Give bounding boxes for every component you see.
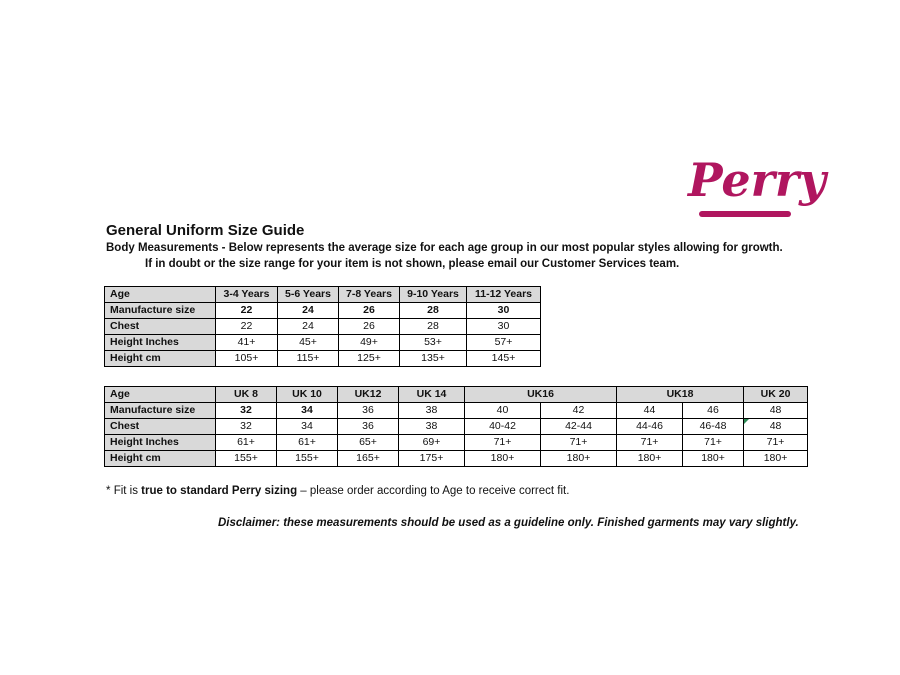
row-label: Chest (105, 419, 216, 435)
table-cell: 34 (277, 403, 338, 419)
footnote-prefix: Fit is (113, 485, 142, 497)
table-cell: 180+ (683, 451, 744, 467)
subtitle-line-2: If in doubt or the size range for your item is not shown, please email our Customer Services team. (145, 258, 680, 270)
table-cell: 40 (465, 403, 541, 419)
table-cell: 38 (399, 419, 465, 435)
table-cell: 180+ (541, 451, 617, 467)
footnote-bold: true to standard Perry sizing (141, 485, 298, 497)
table-cell: 71+ (744, 435, 808, 451)
row-label: Height cm (105, 451, 216, 467)
table-cell: 165+ (338, 451, 399, 467)
header-cell: Age (105, 387, 216, 403)
table-cell: 180+ (617, 451, 683, 467)
table-cell: 71+ (541, 435, 617, 451)
table-cell: 22 (216, 319, 278, 335)
table-cell: 53+ (400, 335, 467, 351)
table-header-row (105, 287, 541, 303)
row-label: Height cm (105, 351, 216, 367)
header-cell: Age (105, 287, 216, 303)
table-cell: 28 (400, 319, 467, 335)
table-cell: 24 (278, 319, 339, 335)
header-cell: UK 20 (744, 387, 808, 403)
table-cell: 30 (467, 319, 541, 335)
table-cell: 42-44 (541, 419, 617, 435)
footnote-bullet: * (106, 485, 111, 497)
table-cell: 155+ (216, 451, 277, 467)
header-cell: UK 14 (399, 387, 465, 403)
header-cell: UK12 (338, 387, 399, 403)
disclaimer: Disclaimer: these measurements should be used as a guideline only. Finished garments may vary slightly. (218, 517, 799, 529)
row-label: Height Inches (105, 335, 216, 351)
table-cell: 48 (744, 419, 808, 435)
children-size-table (104, 286, 541, 367)
header-cell: UK16 (465, 387, 617, 403)
table-cell: 41+ (216, 335, 278, 351)
table-row (105, 319, 541, 335)
page-title: General Uniform Size Guide (106, 222, 305, 239)
fit-footnote (106, 485, 569, 497)
table-cell: 44-46 (617, 419, 683, 435)
adult-size-table (104, 386, 808, 467)
table-cell: 46 (683, 403, 744, 419)
table-row (105, 419, 808, 435)
table-cell: 135+ (400, 351, 467, 367)
header-cell: 11-12 Years (467, 287, 541, 303)
table-cell: 40-42 (465, 419, 541, 435)
header-cell: UK 10 (277, 387, 338, 403)
table-header-row (105, 387, 808, 403)
table-cell: 44 (617, 403, 683, 419)
table-cell: 180+ (465, 451, 541, 467)
table-cell: 71+ (617, 435, 683, 451)
header-cell: UK 8 (216, 387, 277, 403)
header-cell: 7-8 Years (339, 287, 400, 303)
table-cell: 30 (467, 303, 541, 319)
table-cell: 61+ (216, 435, 277, 451)
table-cell: 175+ (399, 451, 465, 467)
perry-logo (684, 148, 826, 224)
perry-logo-text: Perry (688, 153, 826, 207)
table-cell: 32 (216, 419, 277, 435)
table-cell: 42 (541, 403, 617, 419)
table-cell: 22 (216, 303, 278, 319)
table-cell: 32 (216, 403, 277, 419)
table-cell: 57+ (467, 335, 541, 351)
table-cell: 65+ (338, 435, 399, 451)
table-row (105, 435, 808, 451)
table-cell: 36 (338, 419, 399, 435)
table-cell: 46-48 (683, 419, 744, 435)
header-cell: 5-6 Years (278, 287, 339, 303)
table-cell: 38 (399, 403, 465, 419)
table-row (105, 303, 541, 319)
table-cell: 34 (277, 419, 338, 435)
table-cell: 105+ (216, 351, 278, 367)
table-cell: 26 (339, 303, 400, 319)
table-cell: 24 (278, 303, 339, 319)
footnote-suffix: – please order according to Age to receive correct fit. (297, 485, 570, 497)
table-row (105, 451, 808, 467)
table-cell: 125+ (339, 351, 400, 367)
table-cell: 49+ (339, 335, 400, 351)
table-cell: 71+ (465, 435, 541, 451)
table-cell: 155+ (277, 451, 338, 467)
header-cell: UK18 (617, 387, 744, 403)
row-label: Chest (105, 319, 216, 335)
table-cell: 71+ (683, 435, 744, 451)
table-cell: 36 (338, 403, 399, 419)
table-row (105, 351, 541, 367)
header-cell: 9-10 Years (400, 287, 467, 303)
subtitle-line-1: Body Measurements - Below represents the average size for each age group in our most popular styles allowing for growth. (106, 242, 783, 254)
header-cell: 3-4 Years (216, 287, 278, 303)
table-row (105, 335, 541, 351)
table-row (105, 403, 808, 419)
table-cell: 180+ (744, 451, 808, 467)
table-cell: 115+ (278, 351, 339, 367)
row-label: Manufacture size (105, 403, 216, 419)
table-cell: 61+ (277, 435, 338, 451)
table-cell: 45+ (278, 335, 339, 351)
table-cell: 69+ (399, 435, 465, 451)
table-cell: 48 (744, 403, 808, 419)
table-cell: 28 (400, 303, 467, 319)
row-label: Height Inches (105, 435, 216, 451)
table-cell: 145+ (467, 351, 541, 367)
table-cell: 26 (339, 319, 400, 335)
row-label: Manufacture size (105, 303, 216, 319)
